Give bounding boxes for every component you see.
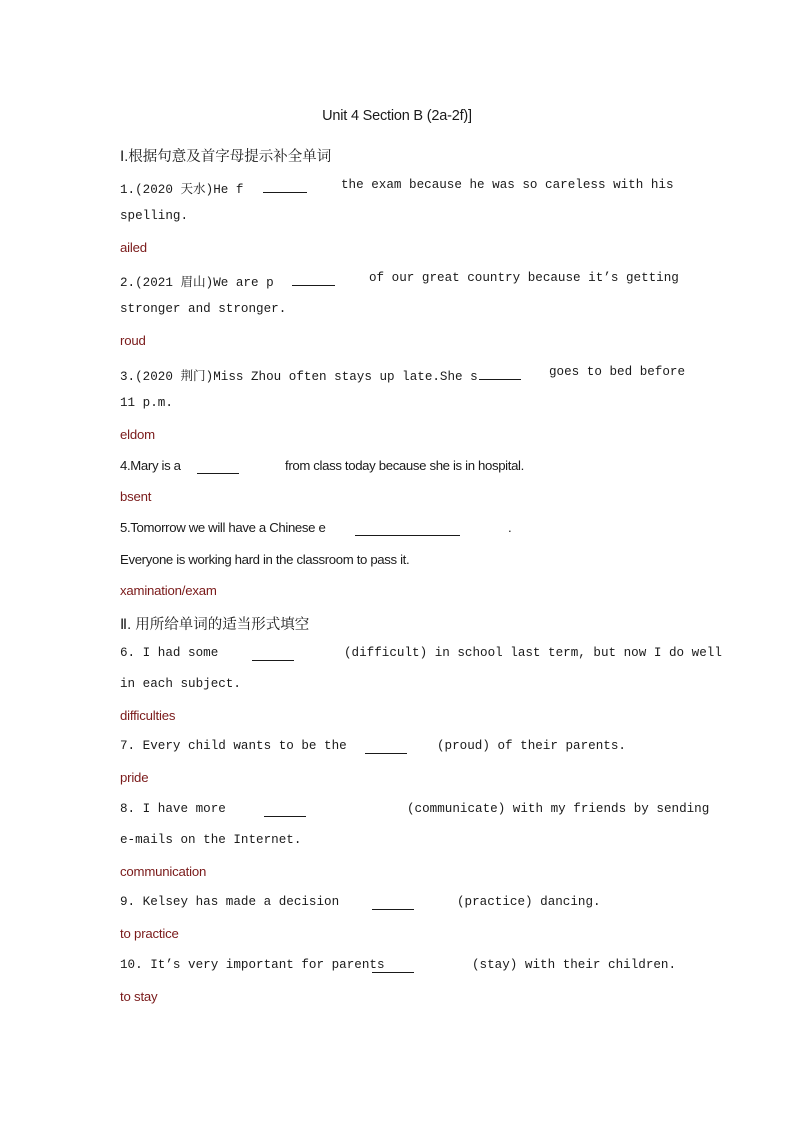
question-4-blank (197, 472, 239, 474)
question-2-answer: roud (120, 333, 146, 348)
question-5-line-1 (120, 520, 680, 538)
question-3-line-1 (120, 365, 686, 384)
question-3-line-2: 11 p.m. (120, 396, 173, 410)
question-8-text-b: (communicate) with my friends by sending (407, 802, 710, 816)
question-1-text-a: 1.(2020 天水)He f (120, 183, 244, 197)
section-heading-2: Ⅱ. 用所给单词的适当形式填空 (120, 617, 310, 633)
question-10-blank (372, 971, 414, 973)
question-4-text-a: 4.Mary is a (120, 458, 181, 473)
question-3-blank (479, 378, 521, 380)
question-10-answer: to stay (120, 989, 158, 1004)
question-6-text-a: 6. I had some (120, 646, 219, 660)
question-7-blank (365, 752, 407, 754)
question-1-line-2: spelling. (120, 209, 189, 223)
question-6-answer: difficulties (120, 708, 176, 723)
question-1-text-b: the exam because he was so careless with his (341, 178, 674, 192)
question-8-line-1 (120, 802, 710, 820)
question-2-blank (292, 284, 335, 286)
question-9-text-b: (practice) dancing. (457, 895, 601, 909)
question-1-answer: ailed (120, 240, 147, 255)
question-5-text-a: 5.Tomorrow we will have a Chinese e (120, 520, 326, 535)
question-6-blank (252, 659, 294, 661)
question-5-answer: xamination/exam (120, 583, 217, 598)
question-3-text-b: goes to bed before (549, 365, 686, 379)
question-5-text-b: . (508, 520, 512, 535)
question-8-blank (264, 815, 306, 817)
question-3-answer: eldom (120, 427, 155, 442)
question-10-text-a: 10. It’s very important for parents (120, 958, 385, 972)
question-7-answer: pride (120, 770, 149, 785)
page-title: Unit 4 Section B (2a-2f)] (322, 108, 472, 124)
question-6-text-b: (difficult) in school last term, but now I do well (344, 646, 722, 660)
question-6-line-2: in each subject. (120, 677, 241, 691)
question-7-text-a: 7. Every child wants to be the (120, 739, 347, 753)
question-7-text-b: (proud) of their parents. (437, 739, 626, 753)
question-5-line-2: Everyone is working hard in the classroom to pass it. (120, 552, 410, 567)
question-2-text-a: 2.(2021 眉山)We are p (120, 276, 274, 290)
question-2-line-1 (120, 271, 680, 289)
question-1-line-1 (120, 178, 680, 196)
question-9-answer: to practice (120, 926, 179, 941)
question-9-text-a: 9. Kelsey has made a decision (120, 895, 340, 909)
question-6-line-1 (120, 646, 722, 664)
question-8-answer: communication (120, 864, 207, 879)
section-heading-1: Ⅰ.根据句意及首字母提示补全单词 (120, 149, 332, 165)
question-8-text-a: 8. I have more (120, 802, 226, 816)
question-4-line-1 (120, 458, 680, 476)
question-10-text-b: (stay) with their children. (472, 958, 677, 972)
question-9-blank (372, 908, 414, 910)
question-4-answer: bsent (120, 489, 152, 504)
question-1-blank (263, 191, 307, 193)
question-3-text-a: 3.(2020 荆门)Miss Zhou often stays up late.She s (120, 370, 478, 384)
question-9-line-1 (120, 895, 680, 913)
question-7-line-1 (120, 739, 680, 757)
question-10-line-1 (120, 958, 680, 976)
question-2-line-2: stronger and stronger. (120, 302, 287, 316)
question-4-text-b: from class today because she is in hospital. (285, 458, 524, 473)
question-2-text-b: of our great country because it’s getting (369, 271, 679, 285)
question-5-blank (355, 534, 460, 536)
question-8-line-2: e-mails on the Internet. (120, 833, 302, 847)
